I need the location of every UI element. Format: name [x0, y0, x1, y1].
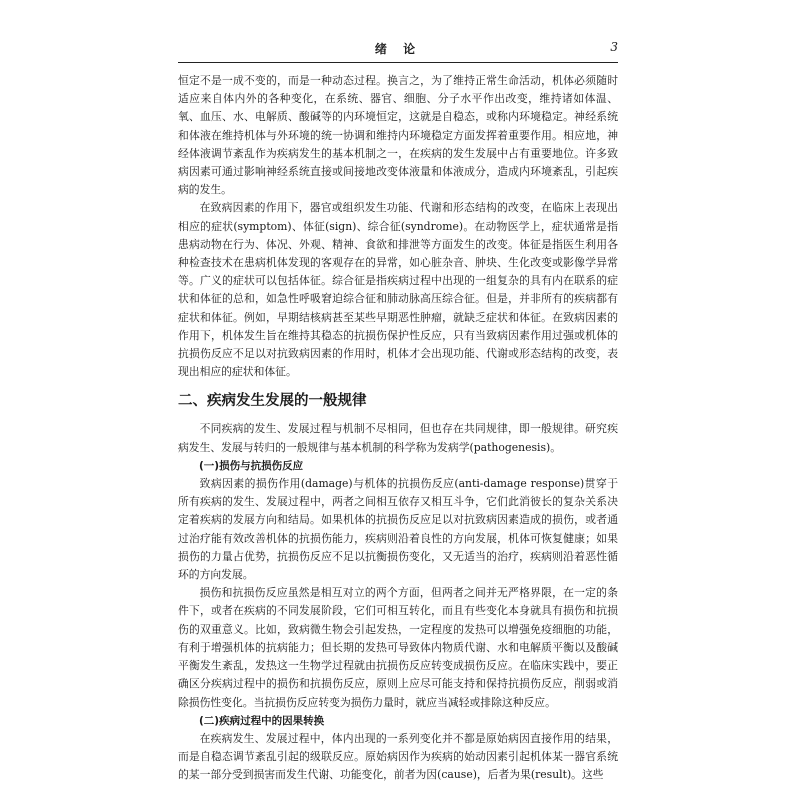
section-heading: 二、疾病发生发展的一般规律 [178, 393, 367, 410]
paragraph-symptoms: 在致病因素的作用下，器官或组织发生功能、代谢和形态结构的改变，在临床上表现出相应的症状(symptom)、体征(sign)、综合征(syndrome)。在动物医学上，症状通常是指患病动物在行为、体况、外观、精神、食欲和排泄等方面发生的改变。体征是指医生利用各种检查技术在患病机体发现的客观存在的异常，如心脏杂音、肿块、生化改变或影像学异常等。广义的症状可以包括体征。综合征是指疾病过程中出现的一组复杂的具有内在联系的症状和体征的总和，如急性呼吸窘迫综合征和肺动脉高压综合征。但是，并非所有的疾病都有症状和体征。例如，早期结核病甚至某些早期恶性肿瘤，就缺乏症状和体征。在致病因素的作用下，机体发生旨在维持其稳态的抗损伤保护性反应，只有当致病因素作用过强或机体的抗损伤反应不足以对抗致病因素的作用时，机体才会出现功能、代谢或形态结构的改变，表现出相应的症状和体征。 [178, 201, 618, 379]
page-number: 3 [610, 40, 618, 54]
paragraph-causality: 在疾病发生、发展过程中，体内出现的一系列变化并不都是原始病因直接作用的结果，而是自稳态调节紊乱引起的级联反应。原始病因作为疾病的始动因素引起机体某一器官系统的某一部分受到损害而发生代谢、功能变化，前者为因(cause)，后者为果(result)。这些 [178, 731, 618, 782]
body-text [178, 72, 618, 785]
subheading-damage: (一)损伤与抗损伤反应 [199, 459, 304, 472]
running-header [178, 40, 618, 62]
paragraph-homeostasis: 恒定不是一成不变的，而是一种动态过程。换言之，为了维持正常生命活动，机体必须随时适应来自体内外的各种变化，在系统、器官、细胞、分子水平作出改变，维持诸如体温、氧、血压、水、电解质、酸碱等的内环境恒定，这就是自稳态，或称内环境稳定。神经系统和体液在维持机体与外环境的统一协调和维持内环境稳定方面发挥着重要作用。相应地，神经体液调节紊乱作为疾病发生的基本机制之一，在疾病的发生发展中占有重要地位。许多致病因素可通过影响神经系统直接或间接地改变体液量和体液成分，造成内环境紊乱，引起疾病的发生。 [178, 74, 618, 197]
chapter-title: 绪 论 [374, 42, 422, 56]
paragraph-transformation: 损伤和抗损伤反应虽然是相互对立的两个方面，但两者之间并无严格界限，在一定的条件下，或者在疾病的不同发展阶段，它们可相互转化，而且有些变化本身就具有损伤和抗损伤的双重意义。比如，致病微生物会引起发热，一定程度的发热可以增强免疫细胞的功能，有利于增强机体的抗病能力；但长期的发热可导致体内物质代谢、水和电解质平衡以及酸碱平衡发生紊乱，发热这一生物学过程就由抗损伤反应转变成损伤反应。在临床实践中，要正确区分疾病过程中的损伤和抗损伤反应，原则上应尽可能支持和保持抗损伤反应，削弱或消除损伤性变化。当抗损伤反应转变为损伤力量时，就应当减轻或排除这种反应。 [178, 586, 618, 709]
subheading-causality: (二)疾病过程中的因果转换 [199, 714, 325, 727]
paragraph-pathogenesis: 不同疾病的发生、发展过程与机制不尽相同，但也存在共同规律，即一般规律。研究疾病发生、发展与转归的一般规律与基本机制的科学称为发病学(pathogenesis)。 [178, 422, 618, 454]
paragraph-damage: 致病因素的损伤作用(damage)与机体的抗损伤反应(anti-damage response)贯穿于所有疾病的发生、发展过程中，两者之间相互依存又相互斗争，它们此消彼长的复杂关系决定着疾病的发展方向和结局。如果机体的抗损伤反应足以对抗致病因素造成的损伤，或者通过治疗能有效改善机体的抗损伤能力，疾病则沿着良性的方向发展，机体可恢复健康；如果损伤的力量占优势，抗损伤反应不足以抗衡损伤变化，又无适当的治疗，疾病则沿着恶性循环的方向发展。 [178, 477, 618, 582]
header-rule [178, 62, 618, 63]
